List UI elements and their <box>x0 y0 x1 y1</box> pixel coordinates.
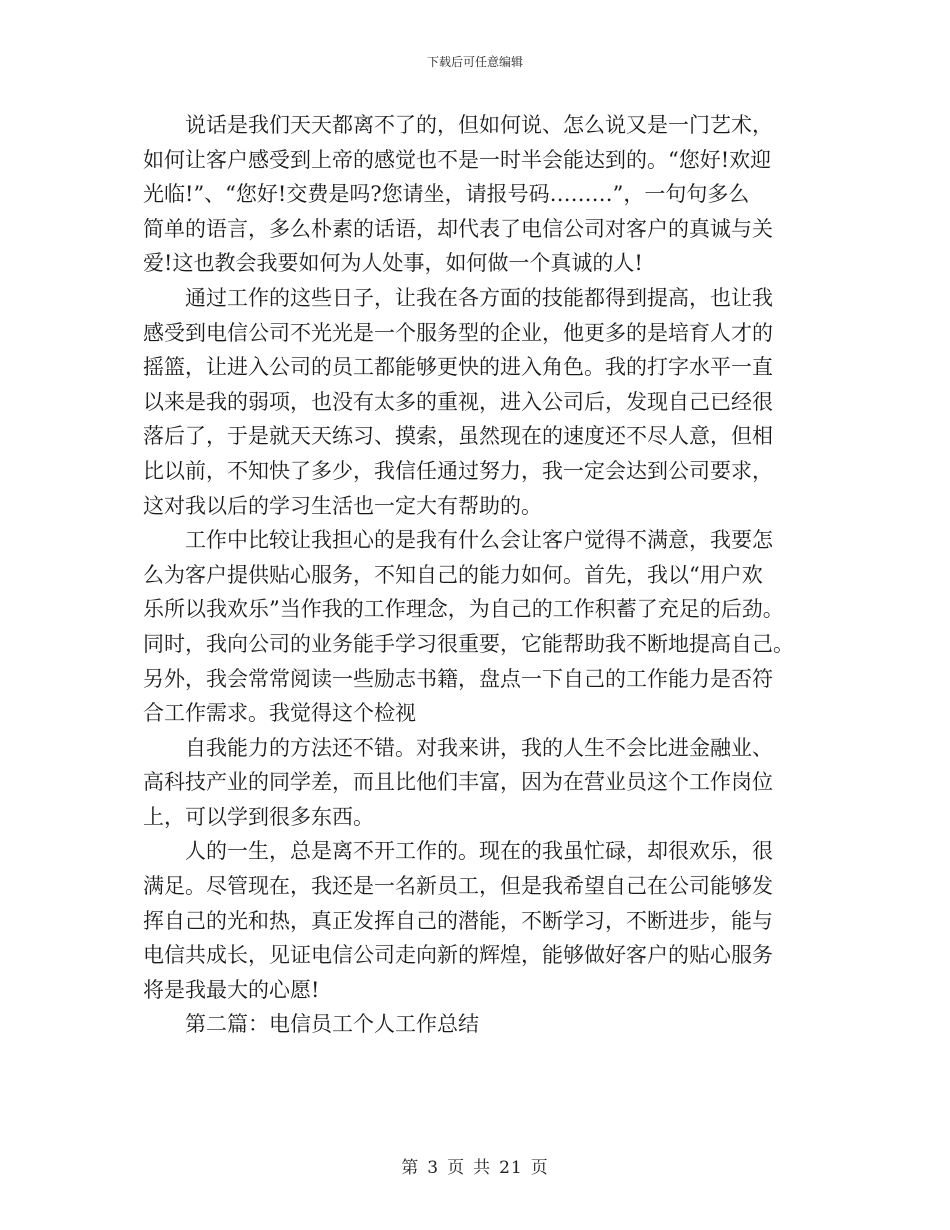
footer-gong: 共 <box>473 1158 492 1178</box>
page-footer <box>0 1153 950 1178</box>
document-body <box>143 108 808 1042</box>
text-line: 以来是我的弱项，也没有太多的重视，进入公司后，发现自己已经很 <box>143 389 773 414</box>
paragraph-4 <box>143 731 808 835</box>
text-line: 落后了，于是就天天练习、摸索，虽然现在的速度还不尽人意，但相 <box>143 424 773 449</box>
text-line: 另外，我会常常阅读一些励志书籍，盘点一下自己的工作能力是否符 <box>143 666 773 691</box>
footer-di: 第 <box>401 1158 420 1178</box>
text-line: 通过工作的这些日子，让我在各方面的技能都得到提高，也让我 <box>185 285 773 310</box>
text-line: 自我能力的方法还不错。对我来讲，我的人生不会比进金融业、 <box>185 735 773 760</box>
text-line: 第二篇：电信员工个人工作总结 <box>185 1012 479 1037</box>
paragraph-2 <box>143 281 808 523</box>
text-line: 满足。尽管现在，我还是一名新员工，但是我希望自己在公司能够发 <box>143 874 773 899</box>
text-line: 电信共成长，见证电信公司走向新的辉煌，能够做好客户的贴心服务 <box>143 943 773 968</box>
paragraph-1 <box>143 108 808 281</box>
text-line: 合工作需求。我觉得这个检视 <box>143 701 416 726</box>
text-line: 高科技产业的同学差，而且比他们丰富，因为在营业员这个工作岗位 <box>143 770 773 795</box>
text-line: 么为客户提供贴心服务，不知自己的能力如何。首先，我以“用户欢 <box>143 562 763 587</box>
text-line: 摇篮，让进入公司的员工都能够更快的进入角色。我的打字水平一直 <box>143 355 773 380</box>
footer-ye: 页 <box>447 1158 466 1178</box>
text-line: 这对我以后的学习生活也一定大有帮助的。 <box>143 493 542 518</box>
text-line: 比以前，不知快了多少，我信任通过努力，我一定会达到公司要求， <box>143 458 773 483</box>
text-line: 工作中比较让我担心的是我有什么会让客户觉得不满意，我要怎 <box>185 528 773 553</box>
paragraph-5 <box>143 834 808 1007</box>
text-line: 人的一生，总是离不开工作的。现在的我虽忙碌，却很欢乐，很 <box>185 839 773 864</box>
paragraph-3 <box>143 523 808 731</box>
text-line: 说话是我们天天都离不了的，但如何说、怎么说又是一门艺术， <box>185 113 773 137</box>
text-line: 爱!这也教会我要如何为人处事，如何做一个真诚的人! <box>143 251 643 276</box>
text-line: 简单的语言，多么朴素的话语，却代表了电信公司对客户的真诚与关 <box>143 216 773 241</box>
section-heading <box>143 1007 808 1042</box>
text-line: 光临!”、“您好!交费是吗?您请坐，请报号码………”，一句句多么 <box>143 182 750 207</box>
text-line: 乐所以我欢乐”当作我的工作理念，为自己的工作积蓄了充足的后劲。 <box>143 597 784 622</box>
current-page-number: 3 <box>427 1158 440 1178</box>
text-line: 感受到电信公司不光光是一个服务型的企业，他更多的是培育人才的 <box>143 320 773 345</box>
total-pages-number: 21 <box>499 1158 523 1178</box>
footer-ye: 页 <box>530 1158 549 1178</box>
text-line: 同时，我向公司的业务能手学习很重要，它能帮助我不断地提高自己。 <box>143 631 794 656</box>
text-line: 将是我最大的心愿! <box>143 977 320 1002</box>
text-line: 如何让客户感受到上帝的感觉也不是一时半会能达到的。“您好!欢迎 <box>143 147 772 172</box>
text-line: 上，可以学到很多东西。 <box>143 804 374 829</box>
text-line: 挥自己的光和热，真正发挥自己的潜能，不断学习，不断进步，能与 <box>143 908 773 933</box>
page-header: 下载后可任意编辑 <box>426 55 523 69</box>
